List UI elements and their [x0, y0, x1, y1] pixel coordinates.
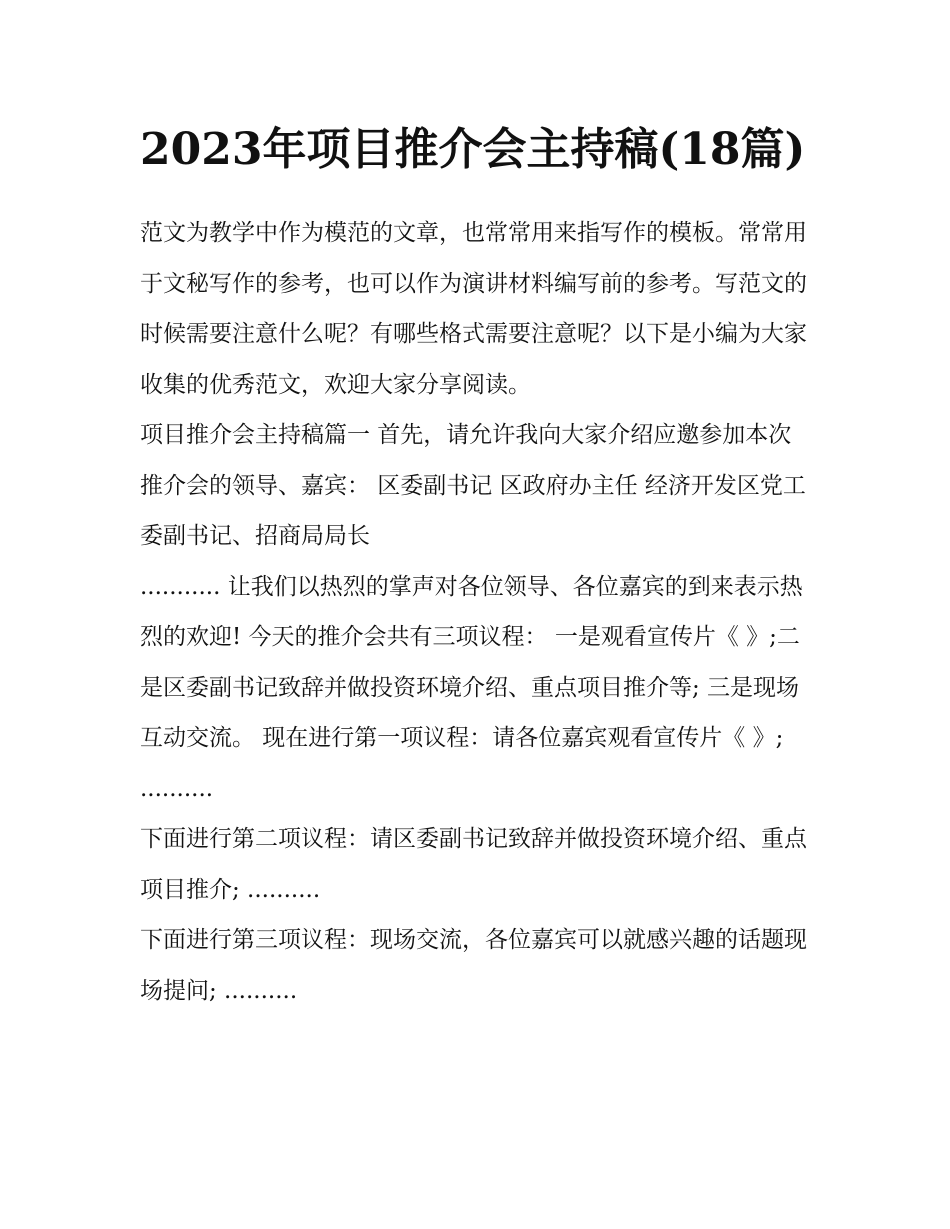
body-paragraph: 下面进行第二项议程：请区委副书记致辞并做投资环境介绍、重点项目推介; ..........	[140, 826, 807, 903]
body-paragraph: ........... 让我们以热烈的掌声对各位领导、各位嘉宾的到来表示热烈的欢迎! 今天的推介会共有三项议程： 一是观看宣传片《 》;二是区委副书记致辞并做投资环境介绍、重点项目推介等; 三是现场互动交流。 现在进行第一项议程：请各位嘉宾观看宣传片《 》; ..........	[140, 573, 803, 802]
intro-paragraph: 范文为教学中作为模范的文章，也常常用来指写作的模板。常常用于文秘写作的参考，也可以作为演讲材料编写前的参考。写范文的时候需要注意什么呢？有哪些格式需要注意呢？以下是小编为大家收集的优秀范文，欢迎大家分享阅读。	[140, 220, 807, 398]
document-body	[140, 118, 812, 1016]
document-title: 2023年项目推介会主持稿(18篇)	[140, 124, 806, 175]
body-paragraph: 下面进行第三项议程：现场交流，各位嘉宾可以就感兴趣的话题现场提问; ..........	[140, 927, 807, 1004]
body-paragraph: 项目推介会主持稿篇一 首先，请允许我向大家介绍应邀参加本次推介会的领导、嘉宾： 区委副书记 区政府办主任 经济开发区党工委副书记、招商局局长	[140, 422, 806, 549]
